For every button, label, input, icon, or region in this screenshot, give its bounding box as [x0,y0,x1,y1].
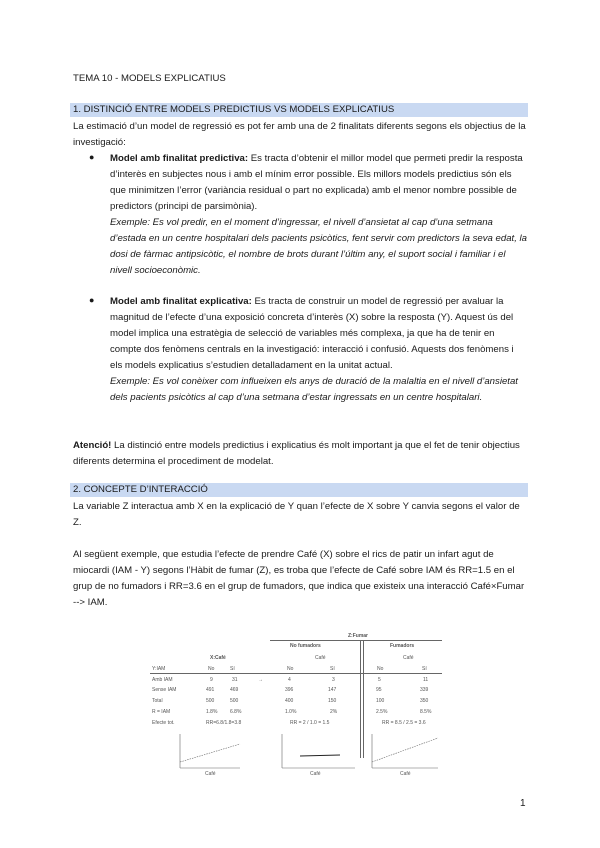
cell: 9 [210,677,213,683]
y-label: Y:IAM [152,666,166,672]
bullet-dot-icon: ● [89,295,95,305]
cell: 469 [230,687,239,693]
cell: 5 [378,677,381,683]
z-label: Z:Fumar [348,633,368,639]
cell: 500 [206,698,215,704]
x-label: X:Café [210,655,226,661]
plot-smokers [372,734,438,768]
f-no: No [377,666,384,672]
plot-main-xlabel: Café [205,771,216,777]
cell: 100 [376,698,385,704]
cell: 339 [420,687,429,693]
plot-nf-xlabel: Café [310,771,321,777]
cell: 8.5% [420,709,432,715]
cell: 2.5% [376,709,388,715]
attention-note [73,438,528,470]
cell: 500 [230,698,239,704]
bullet-explicative-text: Es tracta de construir un model de regressió per avaluar la magnitud de l’efecte d’una exposició concreta d’interès (X) sobre la resposta (Y). Aquest ús del model implica una estratègia de selecció de variables més complexa, ja que ha de tenir en compte dos fenòmens centrals en la investigació: interacció i confusió. Aquests dos fenòmens i els models explicatius s’estudien detalladament en la unitat actual. [110,296,514,371]
plot-f-xlabel: Café [400,771,411,777]
f-si: Sí [422,666,427,672]
cell: 31 [232,677,238,683]
cell: 3 [332,677,335,683]
plot-main [180,734,240,768]
cell: 95 [376,687,382,693]
attention-label: Atenció! [73,440,112,451]
plot-no-smokers [282,734,355,768]
row-label: Efecte tot. [152,720,175,726]
interaction-figure [150,630,442,778]
cell: 4 [288,677,291,683]
bullet-predictive-example: Exemple: Es vol predir, en el moment d’ingressar, el nivell d’ansietat al cap d’una setmana d’estada en un centre hospitalari dels pacients psicòtics, fent servir com predictors la seva edat, la dosi de fàrmac antipsicòtic, el nombre de brots durant l’últim any, el suport social i familiar i el nivell socioeconòmic. [110,217,528,276]
no-smokers-label: No fumadors [290,643,321,649]
rr-no-smokers: RR = 2 / 1.0 = 1.5 [290,720,330,726]
cell: 2% [330,709,338,715]
bullet-explicative [110,294,528,406]
section-2-definition: La variable Z interactua amb X en la explicació de Y quan l’efecte de X sobre Y canvia segons el valor de Z. [73,501,520,528]
main-no: No [208,666,215,672]
row-label: Total [152,698,163,704]
main-si: Sí [230,666,235,672]
cell: 6.8% [230,709,242,715]
cell: 1.8% [206,709,218,715]
f-cafe-label: Café [403,655,414,661]
bullet-dot-icon: ● [89,152,95,162]
cell: 491 [206,687,215,693]
rr-smokers: RR = 8.5 / 2.5 = 3.6 [382,720,426,726]
cell: 396 [285,687,294,693]
bullet-predictive-title: Model amb finalitat predictiva: [110,153,249,164]
cell: 147 [328,687,337,693]
arrow-icon: → [258,677,263,683]
row-label: Sense IAM [152,687,177,693]
section-2-example: Al següent exemple, que estudia l’efecte de prendre Café (X) sobre el rics de patir un infart agut de miocardi (IAM - Y) segons l’Hàbit de fumar (Z), es troba que l’efecte de Café sobre IAM és RR=1.5 en el grup de no fumadors i RR=3.6 en el grup de fumadors, que indica que existeix una interacció Café×Fumar --> IAM. [73,549,525,608]
smokers-label: Fumadors [390,643,415,649]
bullet-predictive-text: Es tracta d’obtenir el millor model que permeti predir la resposta d’interès en subjectes nous i amb el mínim error possible. Els millors models predictius són els que minimitzen l’error (variància residual o part no explicada) amb el menor nombre possible de predictors (principi de parsimònia). [110,153,523,212]
page-number: 1 [520,798,526,809]
bullet-predictive [110,151,528,279]
section-2-heading: 2. CONCEPTE D’INTERACCIÓ [70,483,528,497]
row-label: Amb IAM [152,677,173,683]
cell: 150 [328,698,337,704]
nf-no: No [287,666,294,672]
section-1-intro: La estimació d’un model de regressió es pot fer amb una de 2 finalitats diferents segons els objectius de la investigació: [73,121,526,148]
cell: 11 [423,677,429,683]
cell: 400 [285,698,294,704]
nf-cafe-label: Café [315,655,326,661]
effect-plots [150,730,442,778]
row-label: R = IAM [152,709,171,715]
bullet-explicative-title: Model amb finalitat explicativa: [110,296,252,307]
cell: 1.0% [285,709,297,715]
cell: 350 [420,698,429,704]
attention-text: La distinció entre models predictius i explicatius és molt important ja que el fet de tenir objectius diferents determina el procediment de modelat. [73,440,520,467]
section-1-heading: 1. DISTINCIÓ ENTRE MODELS PREDICTIUS VS MODELS EXPLICATIUS [70,103,528,117]
nf-si: Sí [330,666,335,672]
bullet-explicative-example: Exemple: Es vol conèixer com influeixen els anys de duració de la malaltia en el nivell d’ansietat dels pacients psicòtics al cap d’una setmana d’estar ingressats en un centre hospitalari. [110,376,518,403]
rr-main: RR=6.8/1.8=3.8 [206,720,242,726]
document-title: TEMA 10 - MODELS EXPLICATIUS [73,73,226,84]
